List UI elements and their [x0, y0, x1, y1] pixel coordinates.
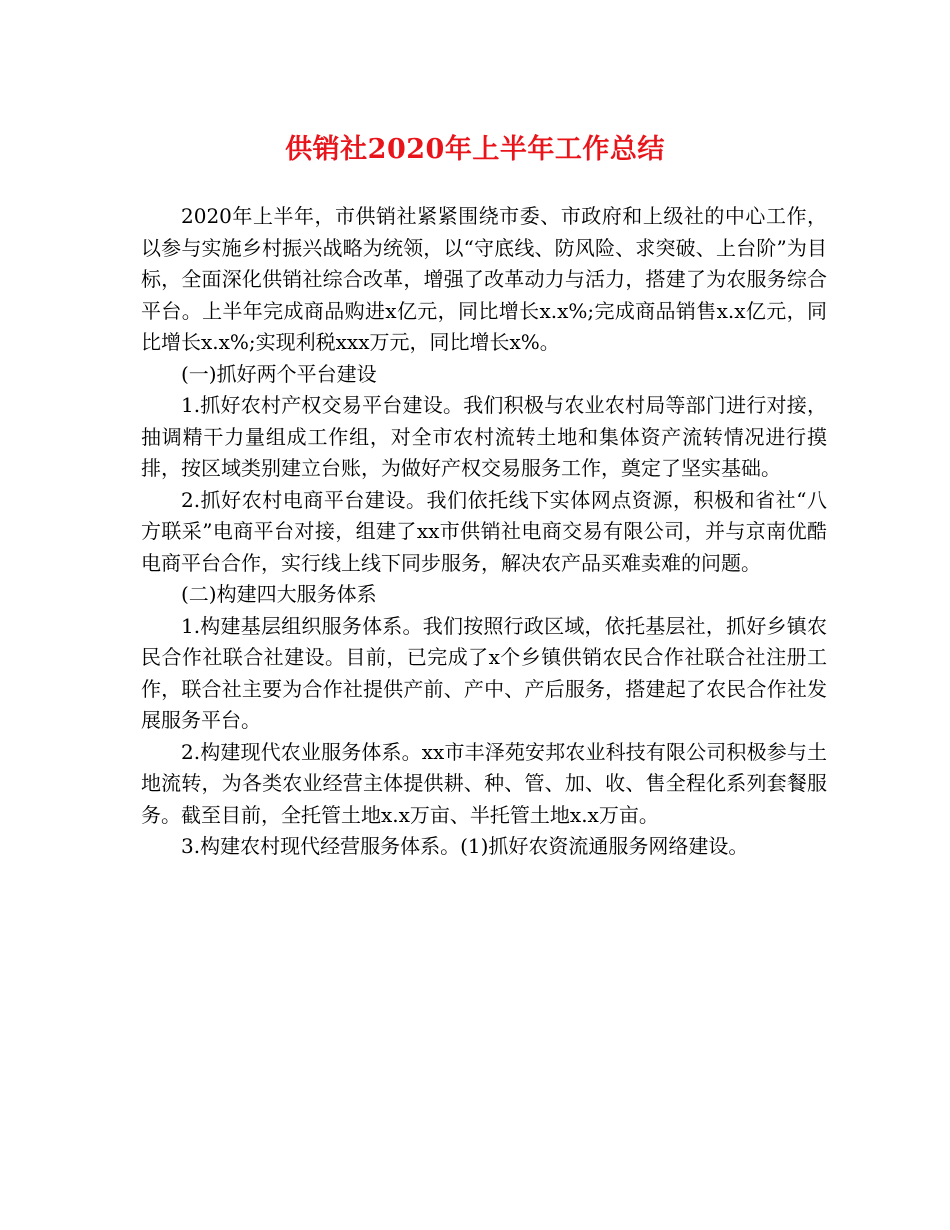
section-heading-service-systems: (二)构建四大服务体系: [181, 582, 377, 606]
paragraph-grassroots-organization: 1.构建基层组织服务体系。我们按照行政区域，依托基层社，抓好乡镇农民合作社联合社建设。目前，已完成了x个乡镇供销农民合作社联合社注册工作，联合社主要为合作社提供产前、产中、产后服务，搭建起了农民合作社发展服务平台。: [141, 613, 827, 732]
paragraph-rural-business-services: 3.构建农村现代经营服务体系。(1)抓好农资流通服务网络建设。: [181, 834, 749, 858]
document-title: 供销社2020年上半年工作总结: [285, 134, 665, 165]
section-heading-platforms: (一)抓好两个平台建设: [181, 361, 377, 386]
document-body: [141, 201, 827, 863]
paragraph-intro: 2020年上半年，市供销社紧紧围绕市委、市政府和上级社的中心工作，以参与实施乡村振兴战略为统领，以“守底线、防风险、求突破、上台阶”为目标，全面深化供销社综合改革，增强了改革动力与活力，搭建了为农服务综合平台。上半年完成商品购进x亿元，同比增长x.x%;完成商品销售x.x亿元，同比增长x.x%;实现利税xxx万元，同比增长x%。: [141, 204, 827, 354]
paragraph-ecommerce-platform: 2.抓好农村电商平台建设。我们依托线下实体网点资源，积极和省社“八方联采”电商平台对接，组建了xx市供销社电商交易有限公司，并与京南优酷电商平台合作，实行线上线下同步服务，解决农产品买难卖难的问题。: [141, 487, 827, 575]
paragraph-modern-agriculture: 2.构建现代农业服务体系。xx市丰泽苑安邦农业科技有限公司积极参与土地流转，为各类农业经营主体提供耕、种、管、加、收、售全程化系列套餐服务。截至目前，全托管土地x.x万亩、半托管土地x.x万亩。: [141, 739, 827, 827]
paragraph-property-trading-platform: 1.抓好农村产权交易平台建设。我们积极与农业农村局等部门进行对接，抽调精干力量组成工作组，对全市农村流转土地和集体资产流转情况进行摸排，按区域类别建立台账，为做好产权交易服务工作，奠定了坚实基础。: [141, 393, 827, 480]
